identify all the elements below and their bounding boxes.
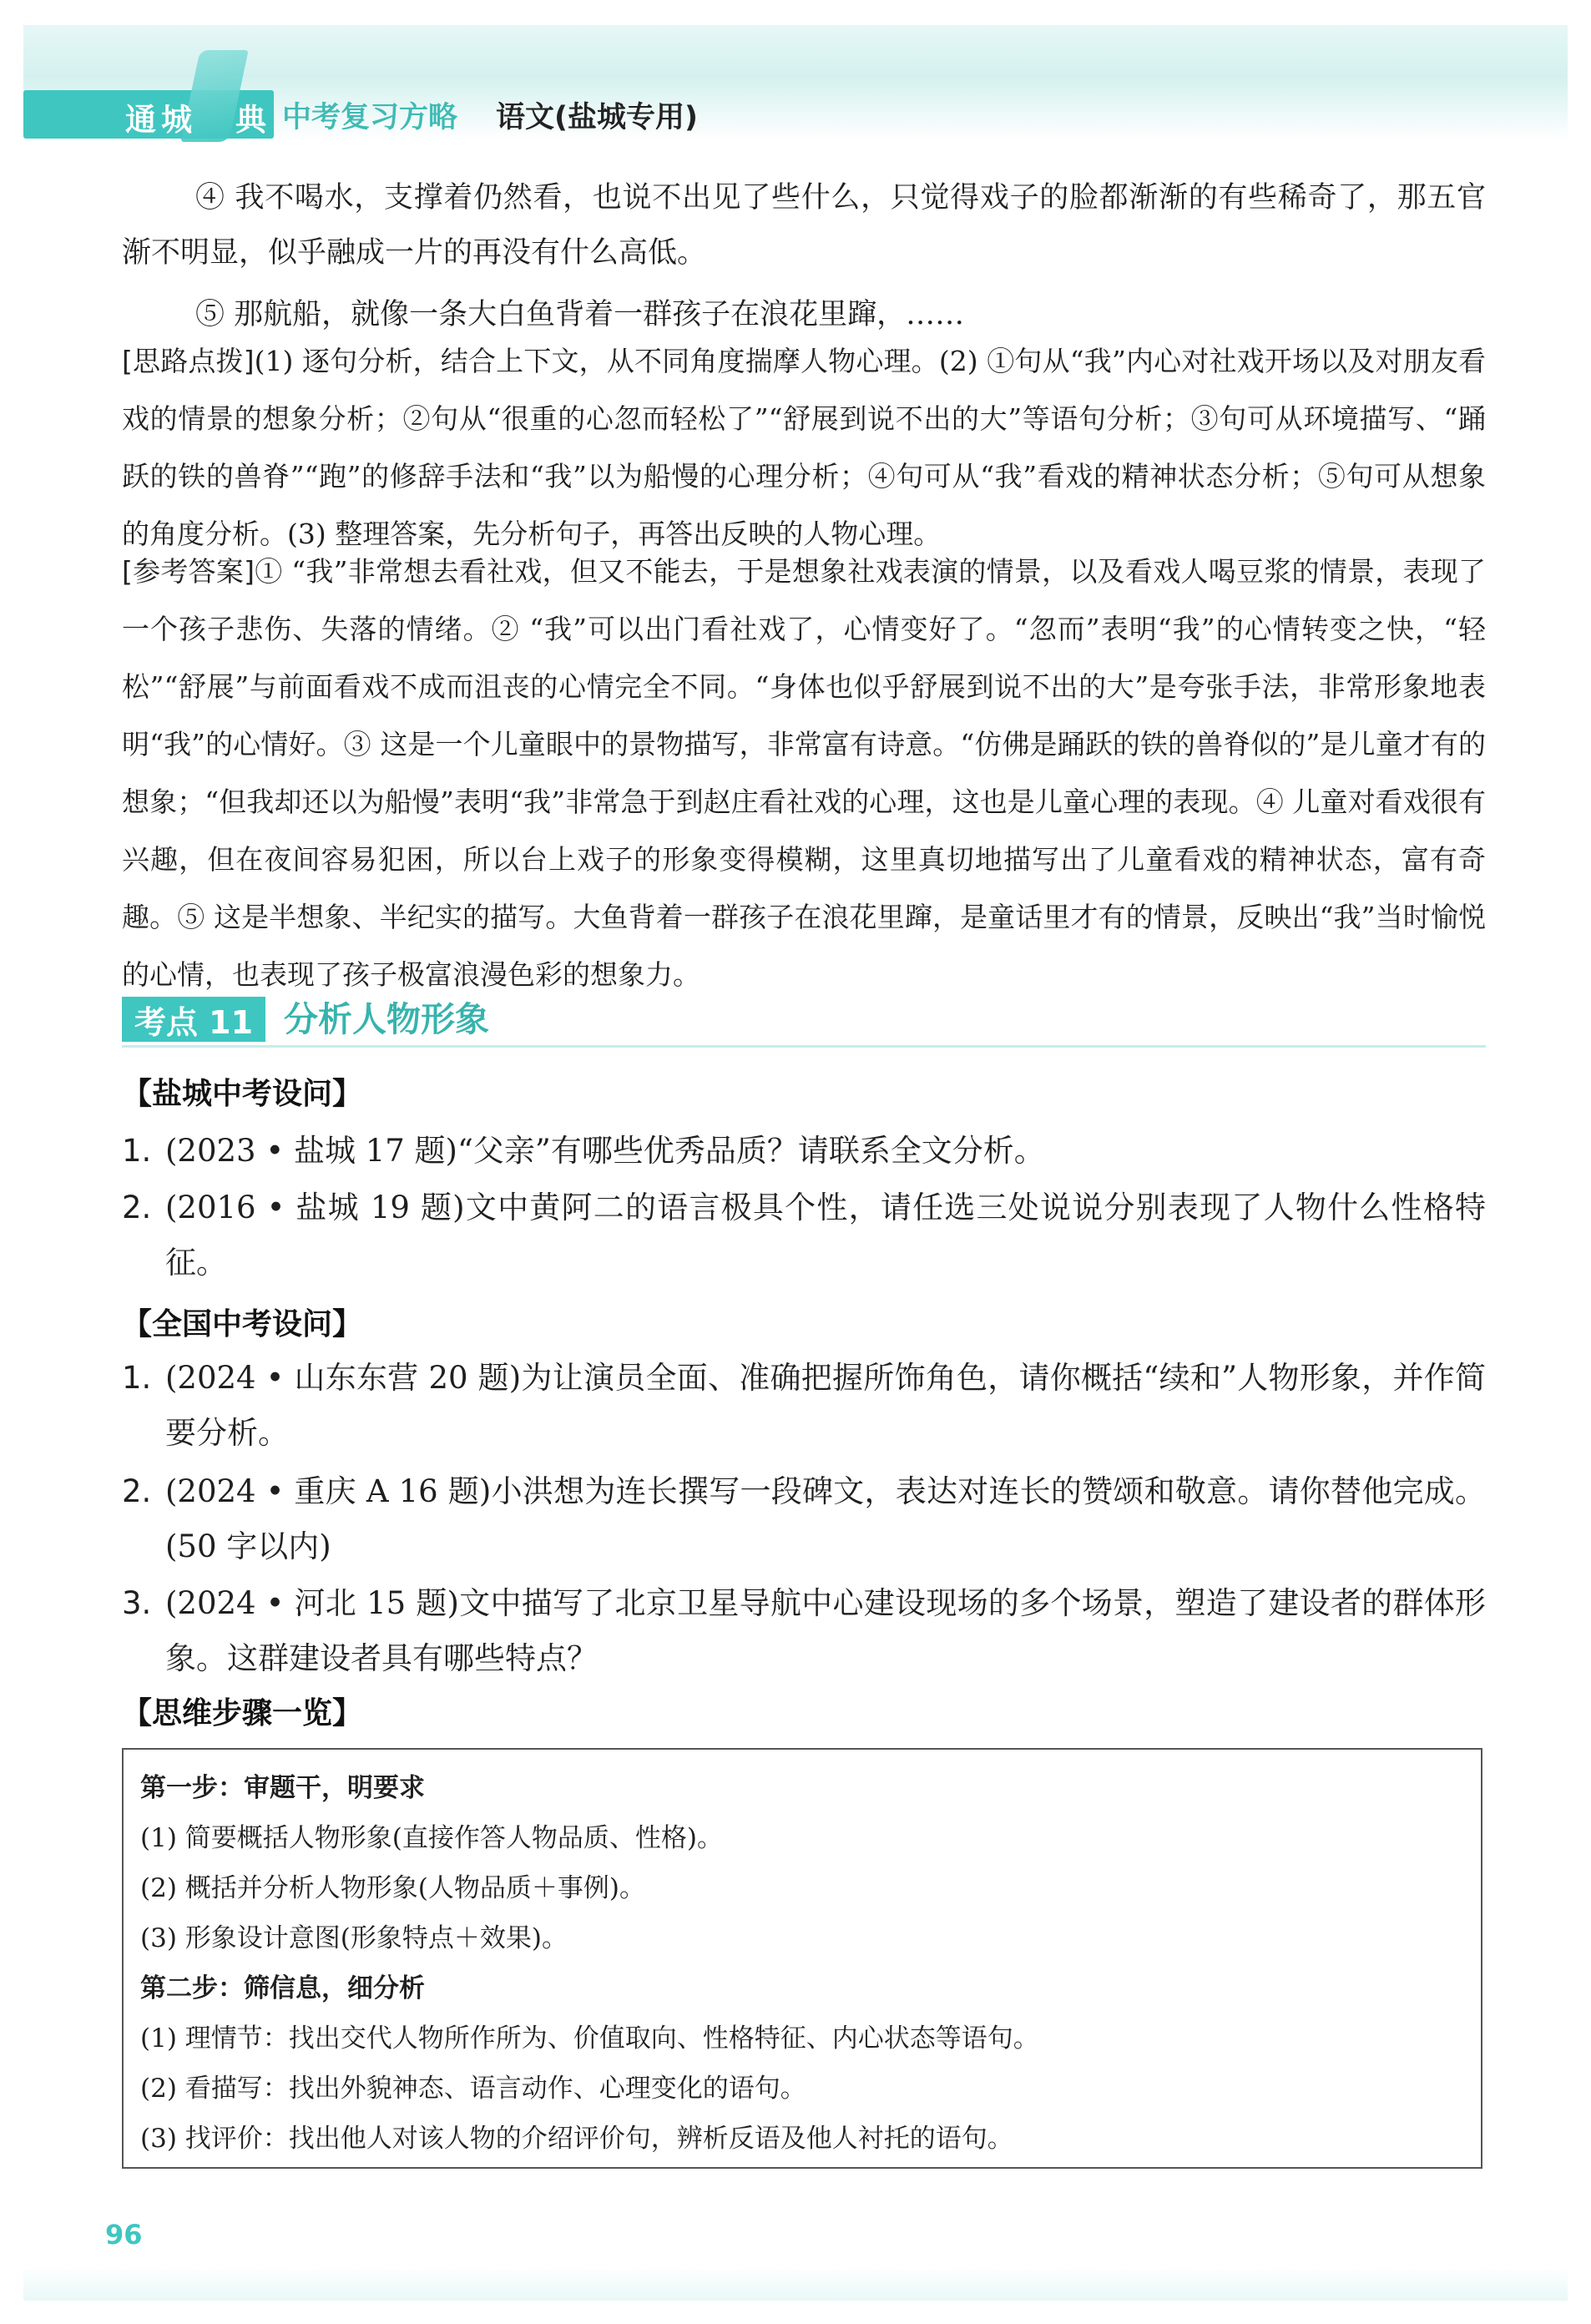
step1-item-1: (1) 简要概括人物形象(直接作答人物品质、性格)。 [140,1823,723,1853]
step1-item-2: (2) 概括并分析人物形象(人物品质＋事例)。 [140,1873,645,1903]
step2-item-3: (3) 找评价：找出他人对该人物的介绍评价句，辨析反语及他人衬托的语句。 [140,2124,1013,2154]
answer-paragraph [122,543,1486,1003]
question-number: 1. [122,1360,152,1396]
brand-name-left: 通城 [125,102,197,138]
step2-title: 第二步：筛信息，细分析 [140,1973,425,2003]
yancheng-question-2 [122,1180,1486,1291]
section-badge: 考点 11 [122,997,265,1042]
yancheng-question-1 [122,1124,1486,1179]
series-title: 中考复习方略 [282,101,458,134]
section-title: 分析人物形象 [284,999,489,1039]
step1-item-3: (3) 形象设计意图(形象特点＋效果)。 [140,1923,568,1953]
question-text: (2023 • 盐城 17 题)“父亲”有哪些优秀品质？请联系全文分析。 [165,1133,1045,1169]
national-question-2 [122,1464,1486,1574]
question-text: (2024 • 河北 15 题)文中描写了北京卫星导航中心建设现场的多个场景，塑造了建设者的群体形象。这群建设者具有哪些特点？ [165,1585,1486,1676]
subject-title: 语文(盐城专用) [496,101,698,134]
step2-item-1: (1) 理情节：找出交代人物所作所为、价值取向、性格特征、内心状态等语句。 [140,2023,1039,2054]
national-question-3 [122,1576,1486,1686]
question-text: (2024 • 山东东营 20 题)为让演员全面、准确把握所饰角色，请你概括“续和”人物形象，并作简要分析。 [165,1360,1486,1451]
sentence-5: ⑤ 那航船，就像一条大白鱼背着一群孩子在浪花里蹿，…… [195,298,965,331]
hint-tag: [思路点拨] [122,345,255,377]
question-text: (2016 • 盐城 19 题)文中黄阿二的语言极具个性，请任选三处说说分别表现了人物什么性格特征。 [165,1190,1486,1281]
question-number: 2. [122,1190,152,1225]
national-heading: 【全国中考设问】 [122,1307,363,1341]
answer-tag: [参考答案] [122,555,255,588]
brand-name-right: 典 [235,102,271,138]
question-number: 1. [122,1133,152,1169]
question-number: 3. [122,1585,152,1621]
step1-title: 第一步：审题干，明要求 [140,1773,425,1803]
sentence-4: ④ 我不喝水，支撑着仍然看，也说不出见了些什么，只觉得戏子的脸都渐渐的有些稀奇了，那五官渐不明显，似乎融成一片的再没有什么高低。 [122,181,1486,270]
question-number: 2. [122,1473,152,1509]
section-divider [122,1045,1486,1048]
hint-paragraph [122,332,1486,563]
national-question-1 [122,1351,1486,1461]
yancheng-heading: 【盐城中考设问】 [122,1077,363,1111]
steps-box [122,1748,1482,2169]
question-text: (2024 • 重庆 A 16 题)小洪想为连长撰写一段碑文，表达对连长的赞颂和敬意。请你替他完成。(50 字以内) [165,1473,1486,1564]
hint-text: (1) 逐句分析，结合上下文，从不同角度揣摩人物心理。(2) ①句从“我”内心对社戏开场以及对朋友看戏的情景的想象分析；②句从“很重的心忽而轻松了”“舒展到说不出的大”等语句分析；③句可从环境描写、“踊跃的铁的兽脊”“跑”的修辞手法和“我”以为船慢的心理分析；④句可从“我”看戏的精神状态分析；⑤句可从想象的角度分析。(3) 整理答案，先分析句子，再答出反映的人物心理。 [122,345,1486,550]
step2-item-2: (2) 看描写：找出外貌神态、语言动作、心理变化的语句。 [140,2074,806,2104]
footer-band [23,2267,1568,2301]
answer-text: ① “我”非常想去看社戏，但又不能去，于是想象社戏表演的情景，以及看戏人喝豆浆的情景，表现了一个孩子悲伤、失落的情绪。② “我”可以出门看社戏了，心情变好了。“忽而”表明“我”的心情转变之快，“轻松”“舒展”与前面看戏不成而沮丧的心情完全不同。“身体也似乎舒展到说不出的大”是夸张手法，非常形象地表明“我”的心情好。③ 这是一个儿童眼中的景物描写，非常富有诗意。“仿佛是踊跃的铁的兽脊似的”是儿童才有的想象；“但我却还以为船慢”表明“我”非常急于到赵庄看社戏的心理，这也是儿童心理的表现。④ 儿童对看戏很有兴趣，但在夜间容易犯困，所以台上戏子的形象变得模糊，这里真切地描写出了儿童看戏的精神状态，富有奇趣。⑤ 这是半想象、半纪实的描写。大鱼背着一群孩子在浪花里蹿，是童话里才有的情景，反映出“我”当时愉悦的心情，也表现了孩子极富浪漫色彩的想象力。 [122,555,1487,991]
page-number: 96 [105,2219,143,2251]
steps-heading: 【思维步骤一览】 [122,1696,363,1730]
